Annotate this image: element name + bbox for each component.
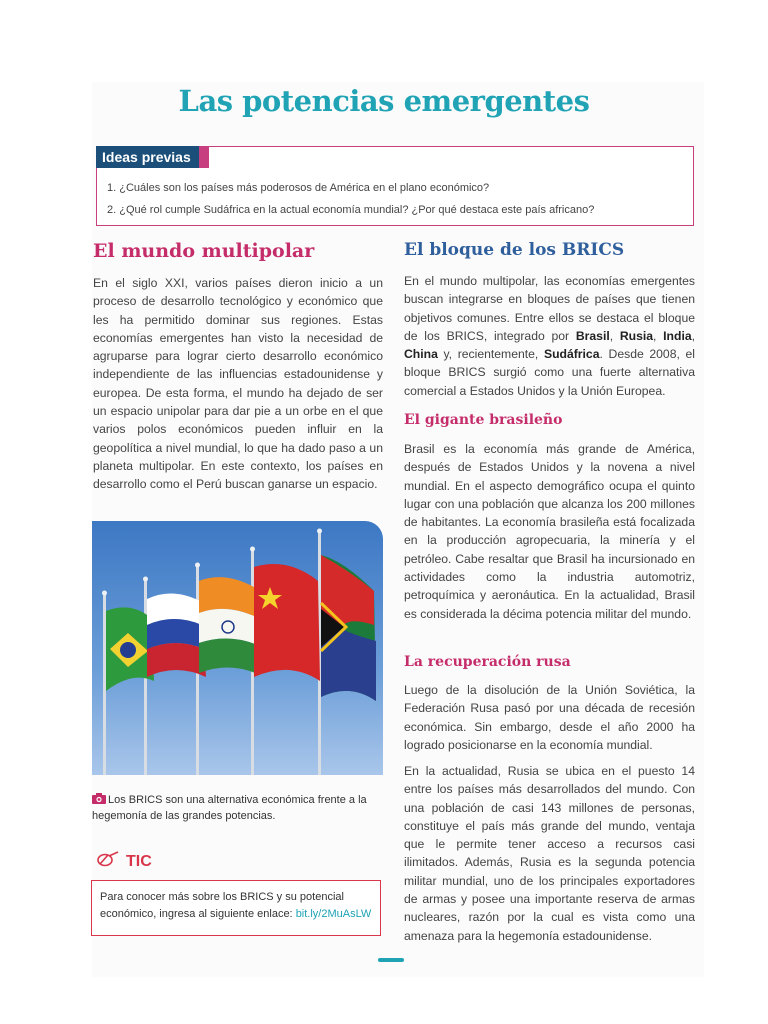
- heading-gigante-brasileno: El gigante brasileño: [404, 412, 563, 428]
- caption-text: Los BRICS son una alternativa económica frente a la hegemonía de las grandes potencias.: [92, 794, 367, 822]
- brics-country-rusia: Rusia: [619, 328, 654, 343]
- heading-recuperacion-rusa: La recuperación rusa: [404, 654, 571, 670]
- tic-label: TIC: [126, 852, 152, 870]
- brics-country-china: China: [404, 347, 438, 362]
- brics-country-india: India: [663, 328, 692, 343]
- brics-country-brasil: Brasil: [575, 328, 610, 343]
- ideas-question: 2. ¿Qué rol cumple Sudáfrica en la actual economía mundial? ¿Por qué destaca este país africano?: [107, 204, 595, 216]
- brics-flags-photo: [92, 521, 383, 775]
- tic-link[interactable]: bit.ly/2MuAsLW: [295, 908, 372, 920]
- brics-text: y, recientemente,: [437, 347, 544, 362]
- paragraph-recuperacion-rusa-1: Luego de la disolución de la Unión Soviética, la Federación Rusa pasó por una década de recesión económica. Sin embargo, desde el año 2000 ha logrado posicionarse en la economía mundial.: [404, 683, 695, 752]
- tic-text: Para conocer más sobre los BRICS y su potencial económico, ingresa al siguiente enlace:: [100, 891, 344, 920]
- brics-text: . Desde 2008, el bloque BRICS surgió como una fuerte alternativa comercial a Estados Unidos y la Unión Europea.: [404, 347, 695, 398]
- ideas-question: 1. ¿Cuáles son los países más poderosos de América en el plano económico?: [107, 182, 490, 194]
- paragraph-mundo-multipolar: En el siglo XXI, varios países dieron inicio a un proceso de desarrollo tecnológico y económico que les ha permitido dominar sus regiones. Estas economías emergentes han visto la necesidad de agruparse para lograr cierto desarrollo económico independiente de las influencias estadounidense y europea. De esta forma, el mundo ha dejado de ser un espacio unipolar para dar pie a un orbe en el que varios polos económicos pueden influir en la geopolítica a nivel mundial, lo que ha dado paso a un planeta multipolar. En este contexto, los países en desarrollo como el Perú buscan ganarse un espacio.: [93, 276, 383, 492]
- paragraph-bloque-brics: [404, 272, 695, 400]
- brics-separator: ,: [609, 328, 620, 343]
- heading-mundo-multipolar: El mundo multipolar: [93, 240, 315, 262]
- tic-box: [91, 880, 381, 936]
- page-title: Las potencias emergentes: [178, 84, 590, 118]
- brics-country-sudafrica: Sudáfrica: [543, 347, 600, 362]
- brics-separator: ,: [691, 328, 696, 343]
- page-number-tab: [378, 958, 404, 962]
- camera-icon: [92, 793, 106, 804]
- ideas-previas-box: [96, 146, 694, 226]
- brics-separator: ,: [653, 328, 664, 343]
- heading-bloque-brics: El bloque de los BRICS: [404, 240, 625, 260]
- ideas-previas-label: Ideas previas: [96, 146, 199, 168]
- paragraph-recuperacion-rusa-2: En la actualidad, Rusia se ubica en el puesto 14 entre los países más desarrollados del mundo. Con una población de casi 143 millones de personas, constituye el país más grande del mundo, ventaja que le permite tener acceso a recursos casi ilimitados. Además, Rusia es la segunda potencia militar mundial, uno de los principales exportadores de armas y posee una importante reserva de armas nucleares, razón por la cual es vista como una amenaza para la hegemonía estadounidense.: [404, 764, 695, 943]
- paragraph-gigante-brasileno: Brasil es la economía más grande de América, después de Estados Unidos y la novena a nivel mundial. En el aspecto demográfico ocupa el quinto lugar con una población que alcanza los 200 millones de habitantes. La economía brasileña está focalizada en la producción agropecuaria, la minería y el petróleo. Cabe resaltar que Brasil ha incursionado en actividades como la industria automotriz, petroquímica y aeronáutica. En la actualidad, Brasil es considerada la décima potencia militar del mundo.: [404, 442, 695, 621]
- mouse-pointer-icon: [96, 851, 120, 872]
- photo-caption: [92, 792, 392, 824]
- tic-header: [96, 851, 152, 872]
- ideas-previas-list: [107, 177, 683, 221]
- brics-text: En el mundo multipolar, las economías emergentes buscan integrarse en bloques de países que tienen objetivos comunes. Entre ellos se destaca el bloque de los BRICS, integrado por: [404, 274, 695, 343]
